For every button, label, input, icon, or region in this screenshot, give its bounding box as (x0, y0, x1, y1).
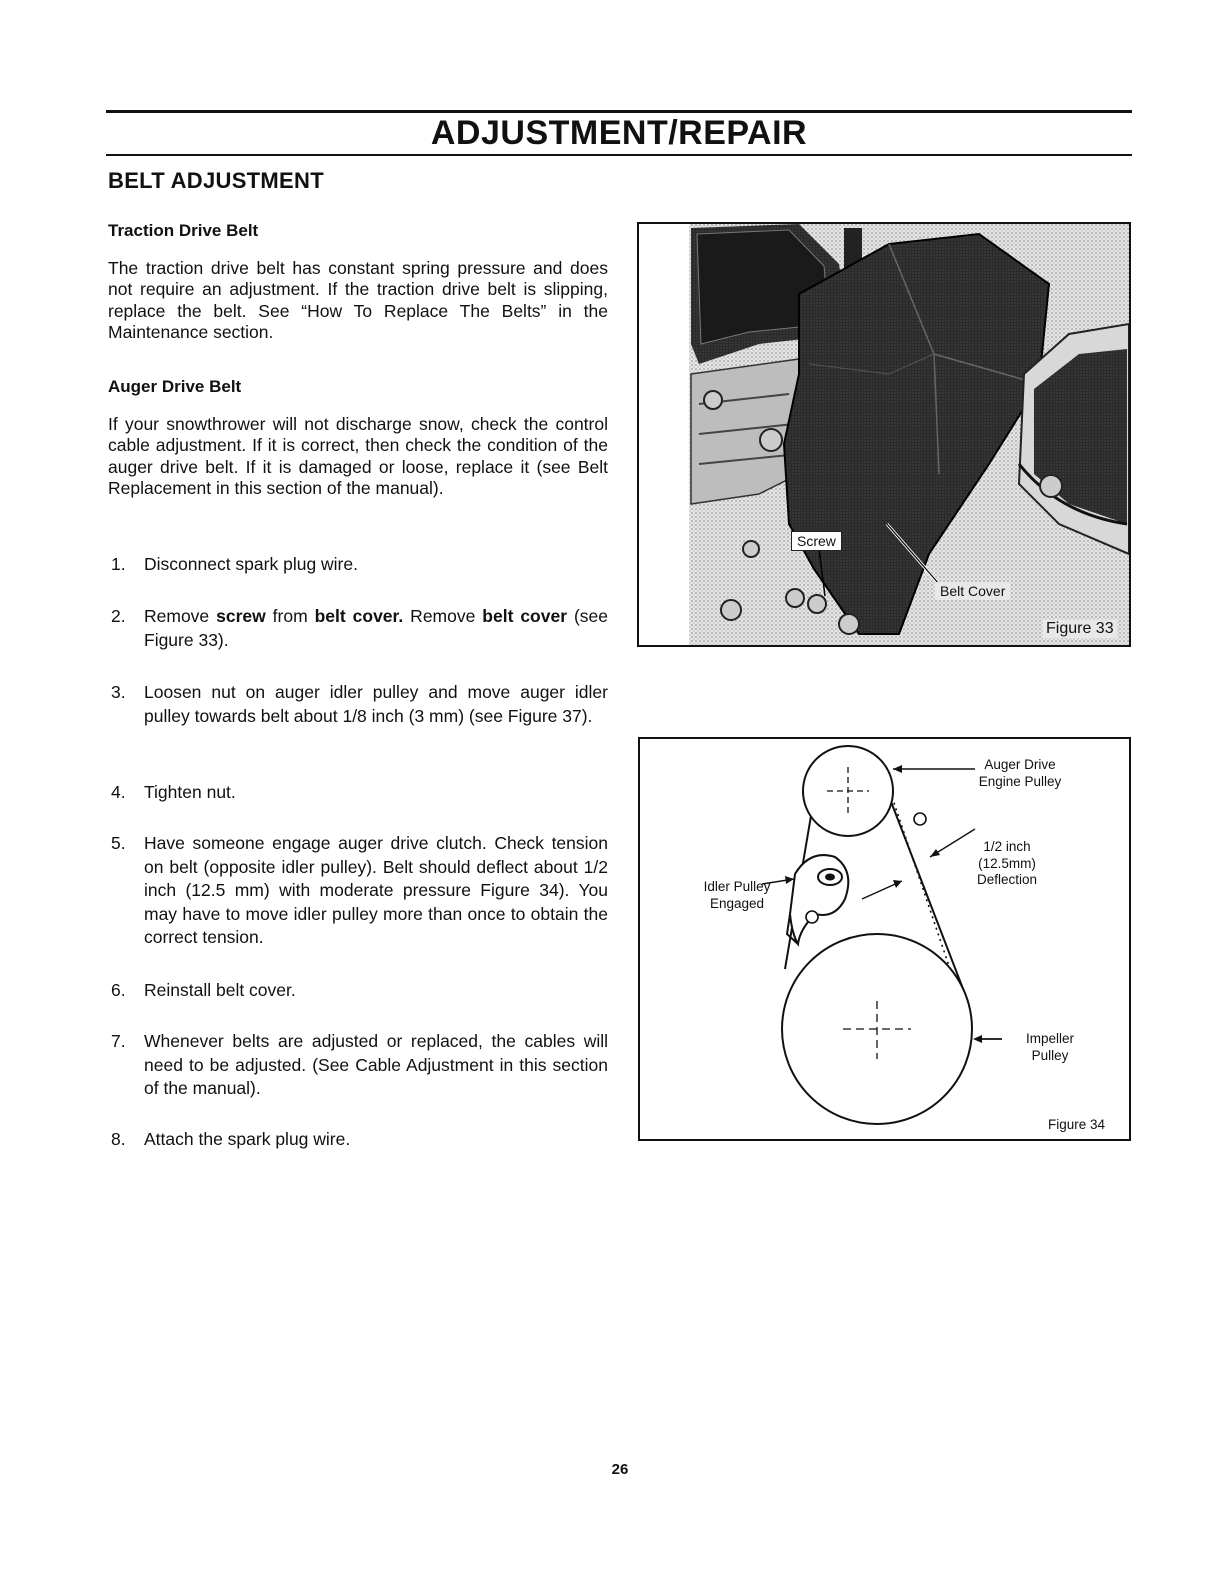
step-8 (108, 1128, 608, 1152)
step-text: Disconnect spark plug wire. (144, 554, 358, 574)
step-text: Reinstall belt cover. (144, 980, 296, 1000)
step-3 (108, 681, 608, 728)
bold-belt-cover-2: belt cover (482, 606, 568, 626)
step-number: 5. (111, 833, 126, 853)
figure-33-caption: Figure 33 (1043, 620, 1117, 638)
step-number: 1. (111, 554, 126, 574)
traction-heading: Traction Drive Belt (108, 221, 259, 240)
impeller-pulley-label: Impeller Pulley (1025, 1031, 1074, 1063)
page-title: ADJUSTMENT/REPAIR (430, 114, 808, 152)
step-text: Whenever belts are adjusted or replaced, the cables will need to be adjusted. (See Cable Adjustment in this section of the manual). (144, 1031, 608, 1098)
step-2 (108, 605, 608, 652)
step-text: Have someone engage auger drive clutch. Check tension on belt (opposite idler pulley). Belt should deflect about 1/2 inch (12.5 mm) with moderate pressure Figure 34). You may have to move idler pulley more than once to obtain the correct tension. (144, 833, 608, 947)
step-number: 4. (111, 782, 126, 802)
bold-screw: screw (216, 606, 266, 626)
section-title: BELT ADJUSTMENT (108, 168, 324, 193)
header-rule-bottom (106, 154, 1132, 156)
step-text: Tighten nut. (144, 782, 236, 802)
page-number: 26 (611, 1461, 629, 1478)
idler-pulley-label: Idler Pulley Engaged (703, 879, 771, 911)
screw-callout: Screw (791, 531, 842, 551)
figure-33 (637, 222, 1131, 647)
step-text: Attach the spark plug wire. (144, 1129, 351, 1149)
auger-pulley-label: Auger Drive Engine Pulley (978, 757, 1062, 789)
auger-text: If your snowthrower will not discharge snow, check the control cable adjustment. If it is correct, then check the condition of the auger drive belt. If it is damaged or loose, replace it (see Belt Replacement in this section of the manual). (108, 413, 608, 499)
step-5 (108, 832, 608, 950)
belt-cover-callout: Belt Cover (935, 582, 1010, 600)
step-number: 6. (111, 980, 126, 1000)
step-number: 3. (111, 682, 126, 702)
deflection-label: 1/2 inch (12.5mm) Deflection (976, 839, 1038, 887)
traction-text: The traction drive belt has constant spring pressure and does not require an adjustment. If the traction drive belt is slipping, replace the belt. See “How To Replace The Belts” in the Maintenance section. (108, 257, 608, 343)
idler-bracket (790, 855, 848, 944)
figure-34-caption: Figure 34 (1048, 1117, 1106, 1132)
step-4 (108, 781, 608, 805)
auger-section (108, 376, 608, 500)
step-1 (108, 553, 608, 577)
step-number: 7. (111, 1031, 126, 1051)
step-6 (108, 979, 608, 1003)
step-text: Loosen nut on auger idler pulley and move auger idler pulley towards belt about 1/8 inch (3 mm) (see Figure 37). (144, 682, 608, 726)
auger-heading: Auger Drive Belt (108, 377, 242, 396)
step-7 (108, 1030, 608, 1101)
bold-belt-cover: belt cover. (314, 606, 404, 626)
step-text: Remove screw from belt cover. Remove belt cover (see Figure 33). (144, 606, 609, 650)
figure-34 (638, 737, 1131, 1141)
step-number: 8. (111, 1129, 126, 1149)
belt-cover-photo (639, 224, 1129, 645)
traction-section (108, 220, 608, 344)
step-number: 2. (111, 606, 126, 626)
belt-diagram (640, 739, 1129, 1139)
